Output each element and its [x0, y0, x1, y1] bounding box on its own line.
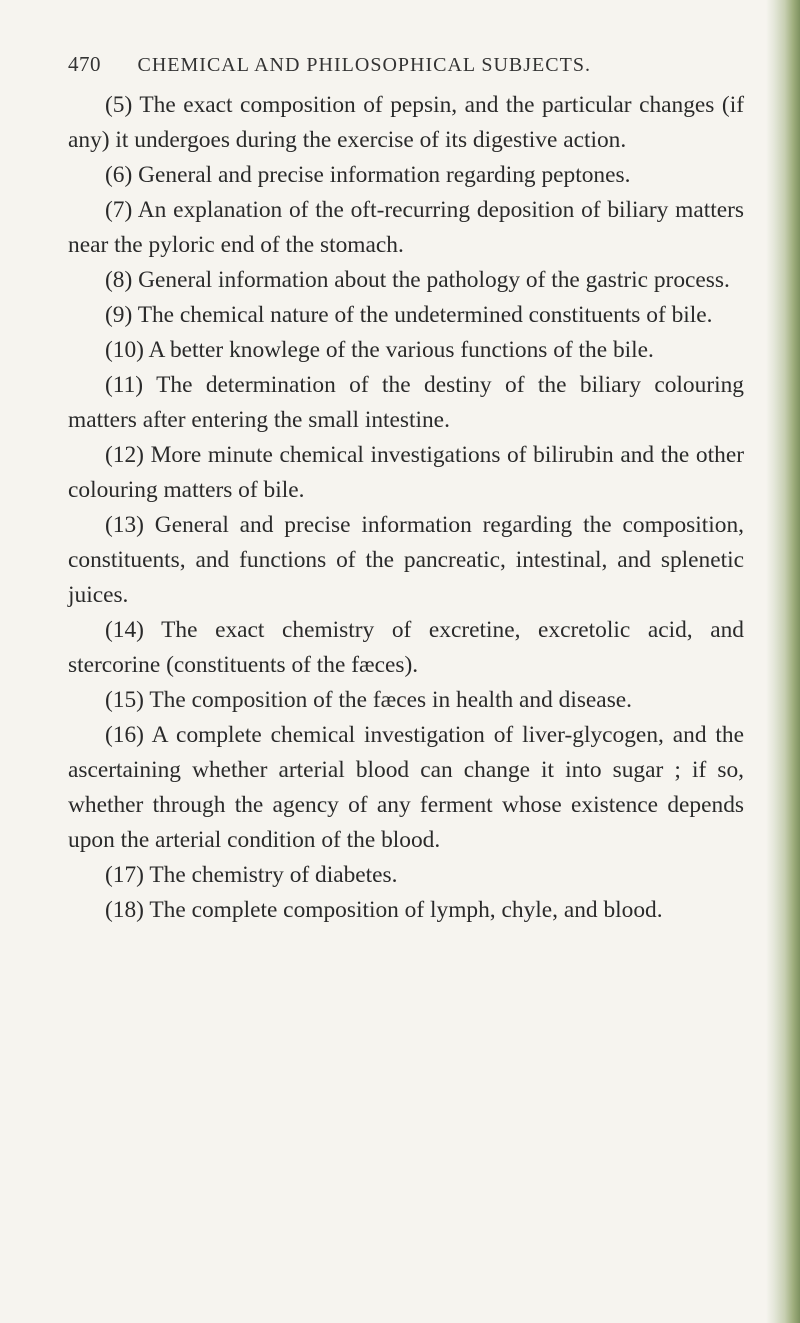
body-text [68, 88, 744, 928]
paragraph-item-13: (13) General and precise information regarding the composition, constituents, and functions of the pancreatic, intestinal, and splenetic juices. [68, 512, 744, 608]
paragraph-item-17: (17) The chemistry of diabetes. [105, 862, 398, 888]
paragraph-item-10: (10) A better knowlege of the various functions of the bile. [105, 337, 654, 363]
running-title: CHEMICAL AND PHILOSOPHICAL SUBJECTS. [137, 54, 591, 76]
paragraph-item-12: (12) More minute chemical investigations of bilirubin and the other colouring matters of bile. [68, 442, 744, 503]
paragraph-item-18: (18) The complete composition of lymph, chyle, and blood. [105, 897, 663, 923]
page-number: 470 [68, 52, 101, 76]
page-edge-gutter [766, 0, 800, 1323]
paragraph-item-11: (11) The determination of the destiny of the biliary colouring matters after entering the small intestine. [68, 372, 744, 433]
paragraph-item-7: (7) An explanation of the oft-recurring deposition of biliary matters near the pyloric end of the stomach. [68, 197, 744, 258]
paragraph-item-15: (15) The composition of the fæces in health and disease. [105, 687, 633, 713]
paragraph-item-16: (16) A complete chemical investigation of liver-glycogen, and the ascertaining whether arterial blood can change it into sugar ; if so, whether through the agency of any ferment whose existence depends upon the arterial condition of the blood. [68, 722, 744, 853]
paragraph-item-5: (5) The exact composition of pepsin, and the particular changes (if any) it undergoes during the exercise of its digestive action. [68, 92, 744, 153]
paragraph-item-14: (14) The exact chemistry of excretine, excretolic acid, and stercorine (constituents of the fæces). [68, 617, 744, 678]
paragraph-item-8: (8) General information about the pathology of the gastric process. [105, 267, 730, 293]
paragraph-item-9: (9) The chemical nature of the undetermined constituents of bile. [105, 302, 713, 328]
paragraph-item-6: (6) General and precise information regarding peptones. [105, 162, 631, 188]
running-header [68, 52, 728, 82]
